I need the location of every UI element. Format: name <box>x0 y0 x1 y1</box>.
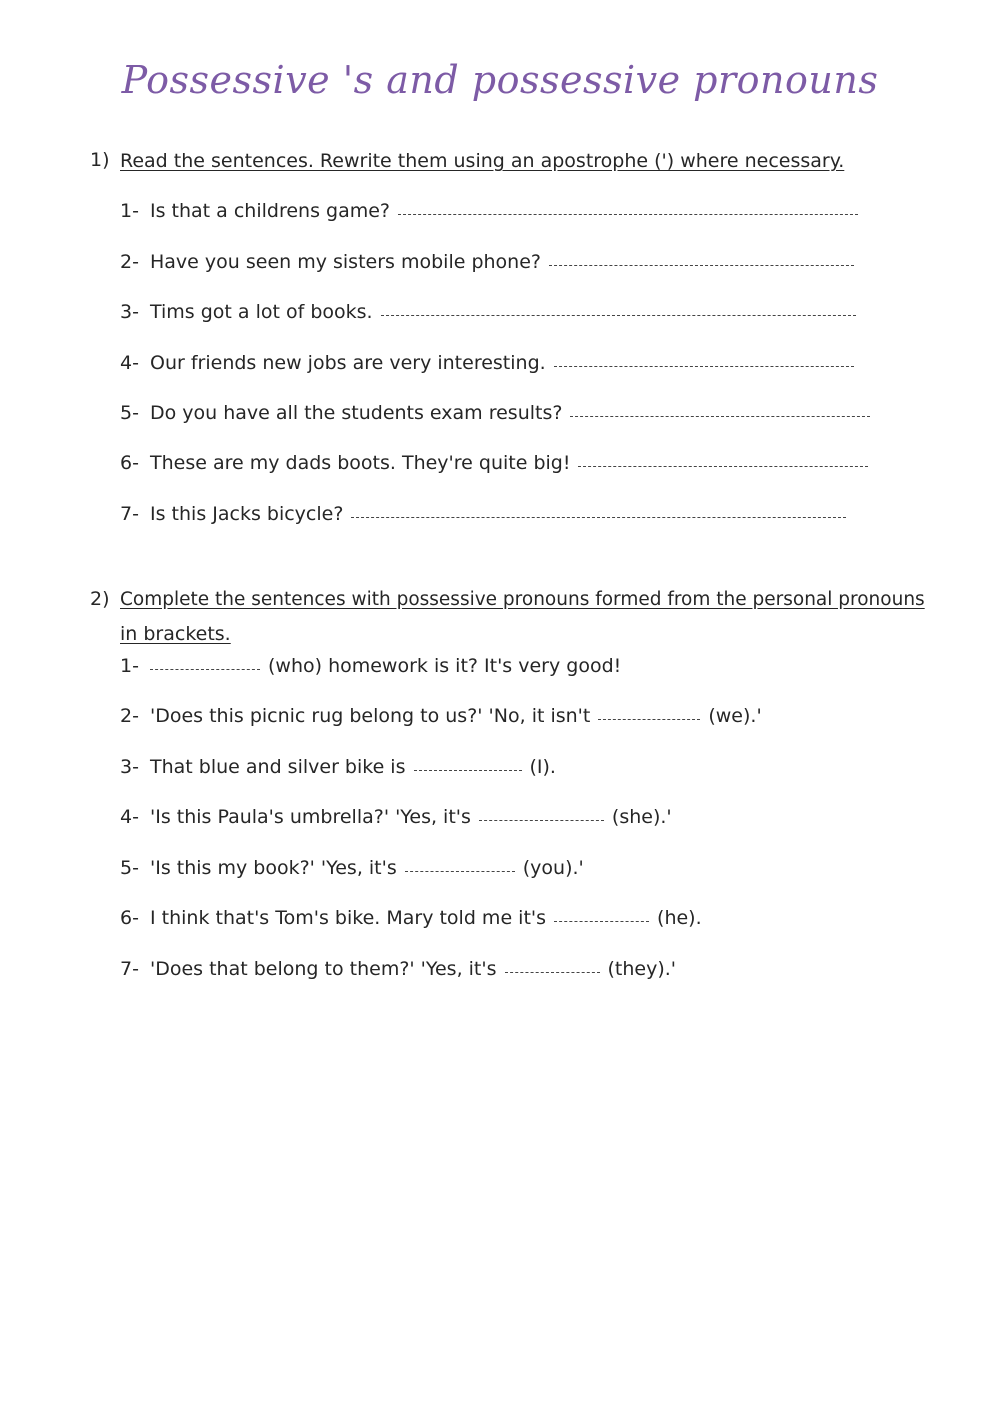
section-1-item-2 <box>120 251 854 273</box>
item-text: Our friends new jobs are very interesting. <box>150 352 546 374</box>
section-2-item-5 <box>120 857 584 879</box>
section-1-item-3 <box>120 301 856 323</box>
answer-blank[interactable] <box>598 718 700 720</box>
item-text: Do you have all the students exam results? <box>150 402 563 424</box>
item-text-before: 'Does that belong to them?' 'Yes, it's <box>150 958 497 980</box>
section-1-item-7 <box>120 503 846 525</box>
section-1-instruction: Read the sentences. Rewrite them using an apostrophe (') where necessary. <box>120 150 845 172</box>
item-text: Tims got a lot of books. <box>150 301 373 323</box>
section-2-item-6 <box>120 907 702 929</box>
item-text-before: That blue and silver bike is <box>150 756 406 778</box>
item-number: 4- <box>120 806 139 828</box>
section-1-item-5 <box>120 402 870 424</box>
page-title: Possessive 's and possessive pronouns <box>121 58 879 102</box>
item-number: 6- <box>120 907 139 929</box>
item-number: 6- <box>120 452 139 474</box>
answer-blank[interactable] <box>479 819 604 821</box>
answer-line[interactable] <box>570 415 870 417</box>
answer-blank[interactable] <box>405 870 515 872</box>
answer-blank[interactable] <box>414 769 522 771</box>
item-number: 1- <box>120 200 139 222</box>
answer-line[interactable] <box>381 314 856 316</box>
item-text: These are my dads boots. They're quite big! <box>150 452 571 474</box>
item-text-before: 'Is this my book?' 'Yes, it's <box>150 857 397 879</box>
item-number: 2- <box>120 705 139 727</box>
item-text-after: (you).' <box>522 857 584 879</box>
section-2-number: 2) <box>90 588 110 610</box>
section-1-number: 1) <box>90 149 110 171</box>
section-2-item-2 <box>120 705 762 727</box>
item-number: 5- <box>120 857 139 879</box>
item-text-after: (we).' <box>708 705 762 727</box>
section-2-instruction-line-1: Complete the sentences with possessive pronouns formed from the personal pronouns <box>120 589 925 610</box>
item-number: 3- <box>120 301 139 323</box>
answer-line[interactable] <box>554 365 854 367</box>
answer-line[interactable] <box>549 264 854 266</box>
answer-blank[interactable] <box>505 971 600 973</box>
item-text-before: 'Does this picnic rug belong to us?' 'No, it isn't <box>150 705 591 727</box>
section-2-item-1 <box>120 655 621 677</box>
item-number: 1- <box>120 655 139 677</box>
section-1-item-1 <box>120 200 858 222</box>
section-2-item-7 <box>120 958 676 980</box>
item-number: 3- <box>120 756 139 778</box>
item-number: 7- <box>120 958 139 980</box>
section-2-instruction-line-2: in brackets. <box>120 623 231 645</box>
section-2-item-3 <box>120 756 556 778</box>
answer-blank[interactable] <box>150 668 260 670</box>
section-2-item-4 <box>120 806 672 828</box>
item-text: Is this Jacks bicycle? <box>150 503 344 525</box>
answer-line[interactable] <box>351 516 846 518</box>
item-text-after: (I). <box>529 756 556 778</box>
item-text-after: (he). <box>657 907 702 929</box>
item-text: Have you seen my sisters mobile phone? <box>150 251 541 273</box>
section-1-item-4 <box>120 352 854 374</box>
item-number: 2- <box>120 251 139 273</box>
answer-line[interactable] <box>578 465 868 467</box>
item-text-before: 'Is this Paula's umbrella?' 'Yes, it's <box>150 806 471 828</box>
item-text-after: (they).' <box>607 958 677 980</box>
item-text-after: (who) homework is it? It's very good! <box>268 655 622 677</box>
item-text: Is that a childrens game? <box>150 200 391 222</box>
item-number: 5- <box>120 402 139 424</box>
section-1-item-6 <box>120 452 868 474</box>
item-number: 4- <box>120 352 139 374</box>
item-text-before: I think that's Tom's bike. Mary told me it's <box>150 907 547 929</box>
answer-blank[interactable] <box>554 920 649 922</box>
item-text-after: (she).' <box>611 806 672 828</box>
answer-line[interactable] <box>398 213 858 215</box>
item-number: 7- <box>120 503 139 525</box>
